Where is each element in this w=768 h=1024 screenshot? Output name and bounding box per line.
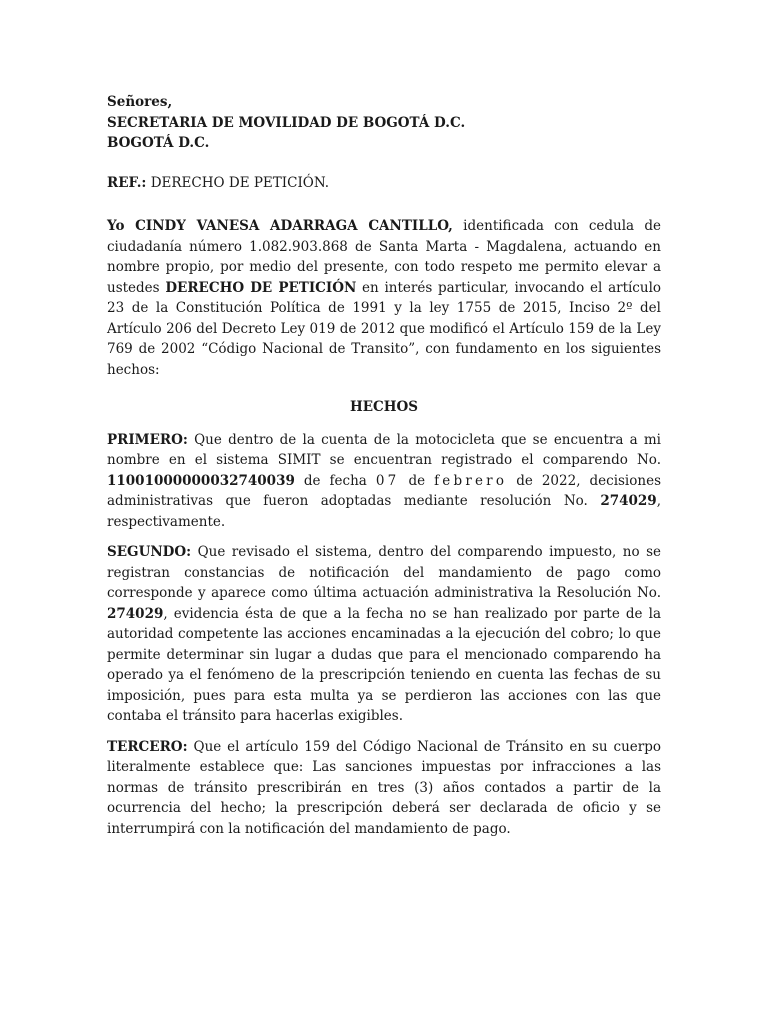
reference-label: REF.: [107,174,147,191]
comparendo-number: 11001000000032740039 [107,472,295,489]
fact-primero-text-1: Que dentro de la cuenta de la motocicleta que se encuentra a mi nombre en el sistema SIMIT se encuentran registrado el comparendo No. [107,431,661,468]
addressee-block [107,92,661,154]
fact-segundo [107,542,661,727]
resolution-number: 274029 [107,605,164,622]
fact-primero-text-2: de fecha [294,472,376,489]
intro-text-1: identificada con cedula de ciudadanía número 1.082.903.868 de Santa Marta - Magdalena, actuando en nombre propio, por medio del presente, con todo respeto me permito elevar a ustedes [107,218,661,296]
reference-text: DERECHO DE PETICIÓN. [146,174,330,191]
letter-body [107,92,661,839]
reference-line [107,173,661,194]
fact-segundo-text-2: , evidencia ésta de que a la fecha no se han realizado por parte de la autoridad competente las acciones encaminadas a la ejecución del cobro; lo que permite determinar sin lugar a dudas que para el mencionado comparendo ha operado ya el fenómeno de la prescripción teniendo en cuenta las fechas de su imposición, pues para esta multa ya se perdieron las acciones con las que contaba el tránsito para hacerlas exigibles. [107,605,661,724]
fact-primero [107,430,661,533]
fact-tercero [107,737,661,840]
petition-type: DERECHO DE PETICIÓN [165,279,357,296]
fact-primero-text-5: , respectivamente. [107,493,661,530]
date-day: 07 [375,472,400,489]
addressee-city: BOGOTÁ D.C. [107,135,210,151]
resolution-number: 274029 [600,493,657,509]
fact-tercero-label: TERCERO: [107,738,188,755]
date-month: febrero [434,472,508,489]
fact-primero-label: PRIMERO: [107,431,188,448]
fact-primero-text-4: de 2022, decisiones administrativas que fueron adoptadas mediante resolución No. [107,472,661,509]
facts-heading: HECHOS [349,399,419,415]
addressee-entity: SECRETARIA DE MOVILIDAD DE BOGOTÁ D.C. [107,114,466,131]
intro-text-2: en interés particular, invocando el artículo 23 de la Constitución Política de 1991 y la ley 1755 de 2015, Inciso 2º del Artículo 206 del Decreto Ley 019 de 2012 que modificó el Artículo 159 de la Ley 769 de 2002 “Código Nacional de Transito”, con fundamento en los siguientes hechos: [107,279,662,378]
fact-segundo-label: SEGUNDO: [107,544,192,560]
intro-paragraph [107,216,661,380]
fact-primero-text-3: de [399,472,435,489]
salutation: Señores, [107,94,173,110]
fact-tercero-text: Que el artículo 159 del Código Nacional de Tránsito en su cuerpo literalmente establece que: Las sanciones impuestas por infracciones a las normas de tránsito prescribirán en tres (3) años contados a partir de la ocurrencia del hecho; la prescripción deberá ser declarada de oficio y se interrumpirá con la notificación del mandamiento de pago. [107,738,661,837]
petitioner-name: Yo CINDY VANESA ADARRAGA CANTILLO, [107,218,453,234]
fact-segundo-text-1: Que revisado el sistema, dentro del comparendo impuesto, no se registran constancias de notificación del mandamiento de pago como corresponde y aparece como última actuación administrativa la Resolución No. [107,544,661,601]
